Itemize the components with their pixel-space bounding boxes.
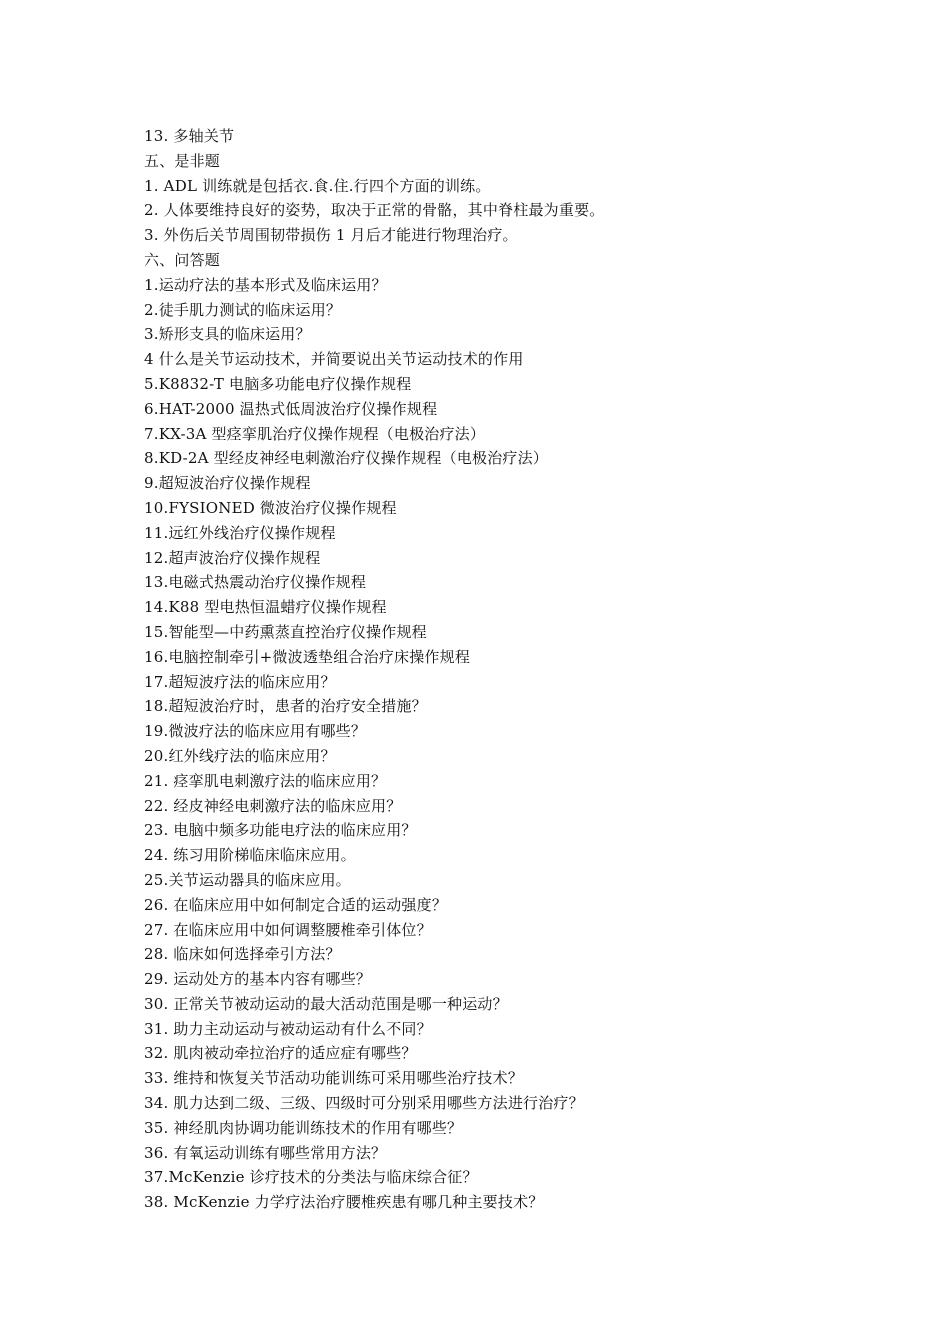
list-item: 13. 多轴关节 [144,127,235,145]
list-item: 34. 肌力达到二级、三级、四级时可分别采用哪些方法进行治疗？ [144,1094,584,1113]
list-item: 26. 在临床应用中如何制定合适的运动强度？ [144,895,448,914]
list-item: 28. 临床如何选择牵引方法？ [144,945,341,964]
list-item: 22. 经皮神经电刺激疗法的临床应用？ [144,796,402,815]
list-item: 23. 电脑中频多功能电疗法的临床应用？ [144,821,417,840]
list-item: 3.矫形支具的临床运用？ [144,325,311,344]
list-item: 18.超短波治疗时，患者的治疗安全措施？ [144,697,427,716]
list-item: 37.McKenzie 诊疗技术的分类法与临床综合征？ [144,1168,478,1187]
list-item: 32. 肌肉被动牵拉治疗的适应症有哪些？ [144,1044,417,1063]
list-item: 6.HAT-2000 温热式低周波治疗仪操作规程 [144,399,438,418]
list-item: 38. McKenzie 力学疗法治疗腰椎疾患有哪几种主要技术？ [144,1193,544,1212]
list-item: 27. 在临床应用中如何调整腰椎牵引体位？ [144,920,432,939]
list-item: 1.运动疗法的基本形式及临床运用？ [144,275,387,294]
list-item: 2. 人体要维持良好的姿势，取决于正常的骨骼，其中脊柱最为重要。 [144,201,605,220]
list-item: 12.超声波治疗仪操作规程 [144,548,321,567]
list-item: 36. 有氧运动训练有哪些常用方法？ [144,1143,387,1162]
document-body [144,124,864,1215]
list-item: 3. 外伤后关节周围韧带损伤 1 月后才能进行物理治疗。 [144,226,518,245]
list-item: 15.智能型—中药熏蒸直控治疗仪操作规程 [144,622,427,641]
list-item: 31. 助力主动运动与被动运动有什么不同？ [144,1019,432,1038]
list-item: 13.电磁式热震动治疗仪操作规程 [144,573,367,592]
list-item: 24. 练习用阶梯临床临床应用。 [144,846,356,865]
list-item: 30. 正常关节被动运动的最大活动范围是哪一种运动？ [144,994,508,1013]
list-item: 17.超短波疗法的临床应用？ [144,672,336,691]
list-item: 8.KD-2A 型经皮神经电刺激治疗仪操作规程（电极治疗法） [144,449,549,468]
section-heading: 六、问答题 [144,250,221,269]
list-item: 29. 运动处方的基本内容有哪些？ [144,970,372,989]
list-item: 25.关节运动器具的临床应用。 [144,870,351,889]
list-item: 4 什么是关节运动技术，并简要说出关节运动技术的作用 [144,350,524,369]
list-item: 33. 维持和恢复关节活动功能训练可采用哪些治疗技术？ [144,1069,524,1088]
list-item: 35. 神经肌肉协调功能训练技术的作用有哪些？ [144,1118,463,1137]
list-item: 10.FYSIONED 微波治疗仪操作规程 [144,498,397,517]
list-item: 21. 痉挛肌电刺激疗法的临床应用？ [144,771,387,790]
list-item: 19.微波疗法的临床应用有哪些？ [144,722,367,741]
list-item: 20.红外线疗法的临床应用？ [144,746,336,765]
list-item: 7.KX-3A 型痉挛肌治疗仪操作规程（电极治疗法） [144,424,486,443]
list-item: 1. ADL 训练就是包括衣.食.住.行四个方面的训练。 [144,176,491,195]
list-item: 11.远红外线治疗仪操作规程 [144,523,336,542]
list-item: 5.K8832-T 电脑多功能电疗仪操作规程 [144,374,412,393]
list-item: 14.K88 型电热恒温蜡疗仪操作规程 [144,598,387,617]
section-heading: 五、是非题 [144,151,221,170]
list-item: 2.徒手肌力测试的临床运用？ [144,300,342,319]
list-item: 9.超短波治疗仪操作规程 [144,474,311,493]
list-item: 16.电脑控制牵引+微波透垫组合治疗床操作规程 [144,647,471,666]
